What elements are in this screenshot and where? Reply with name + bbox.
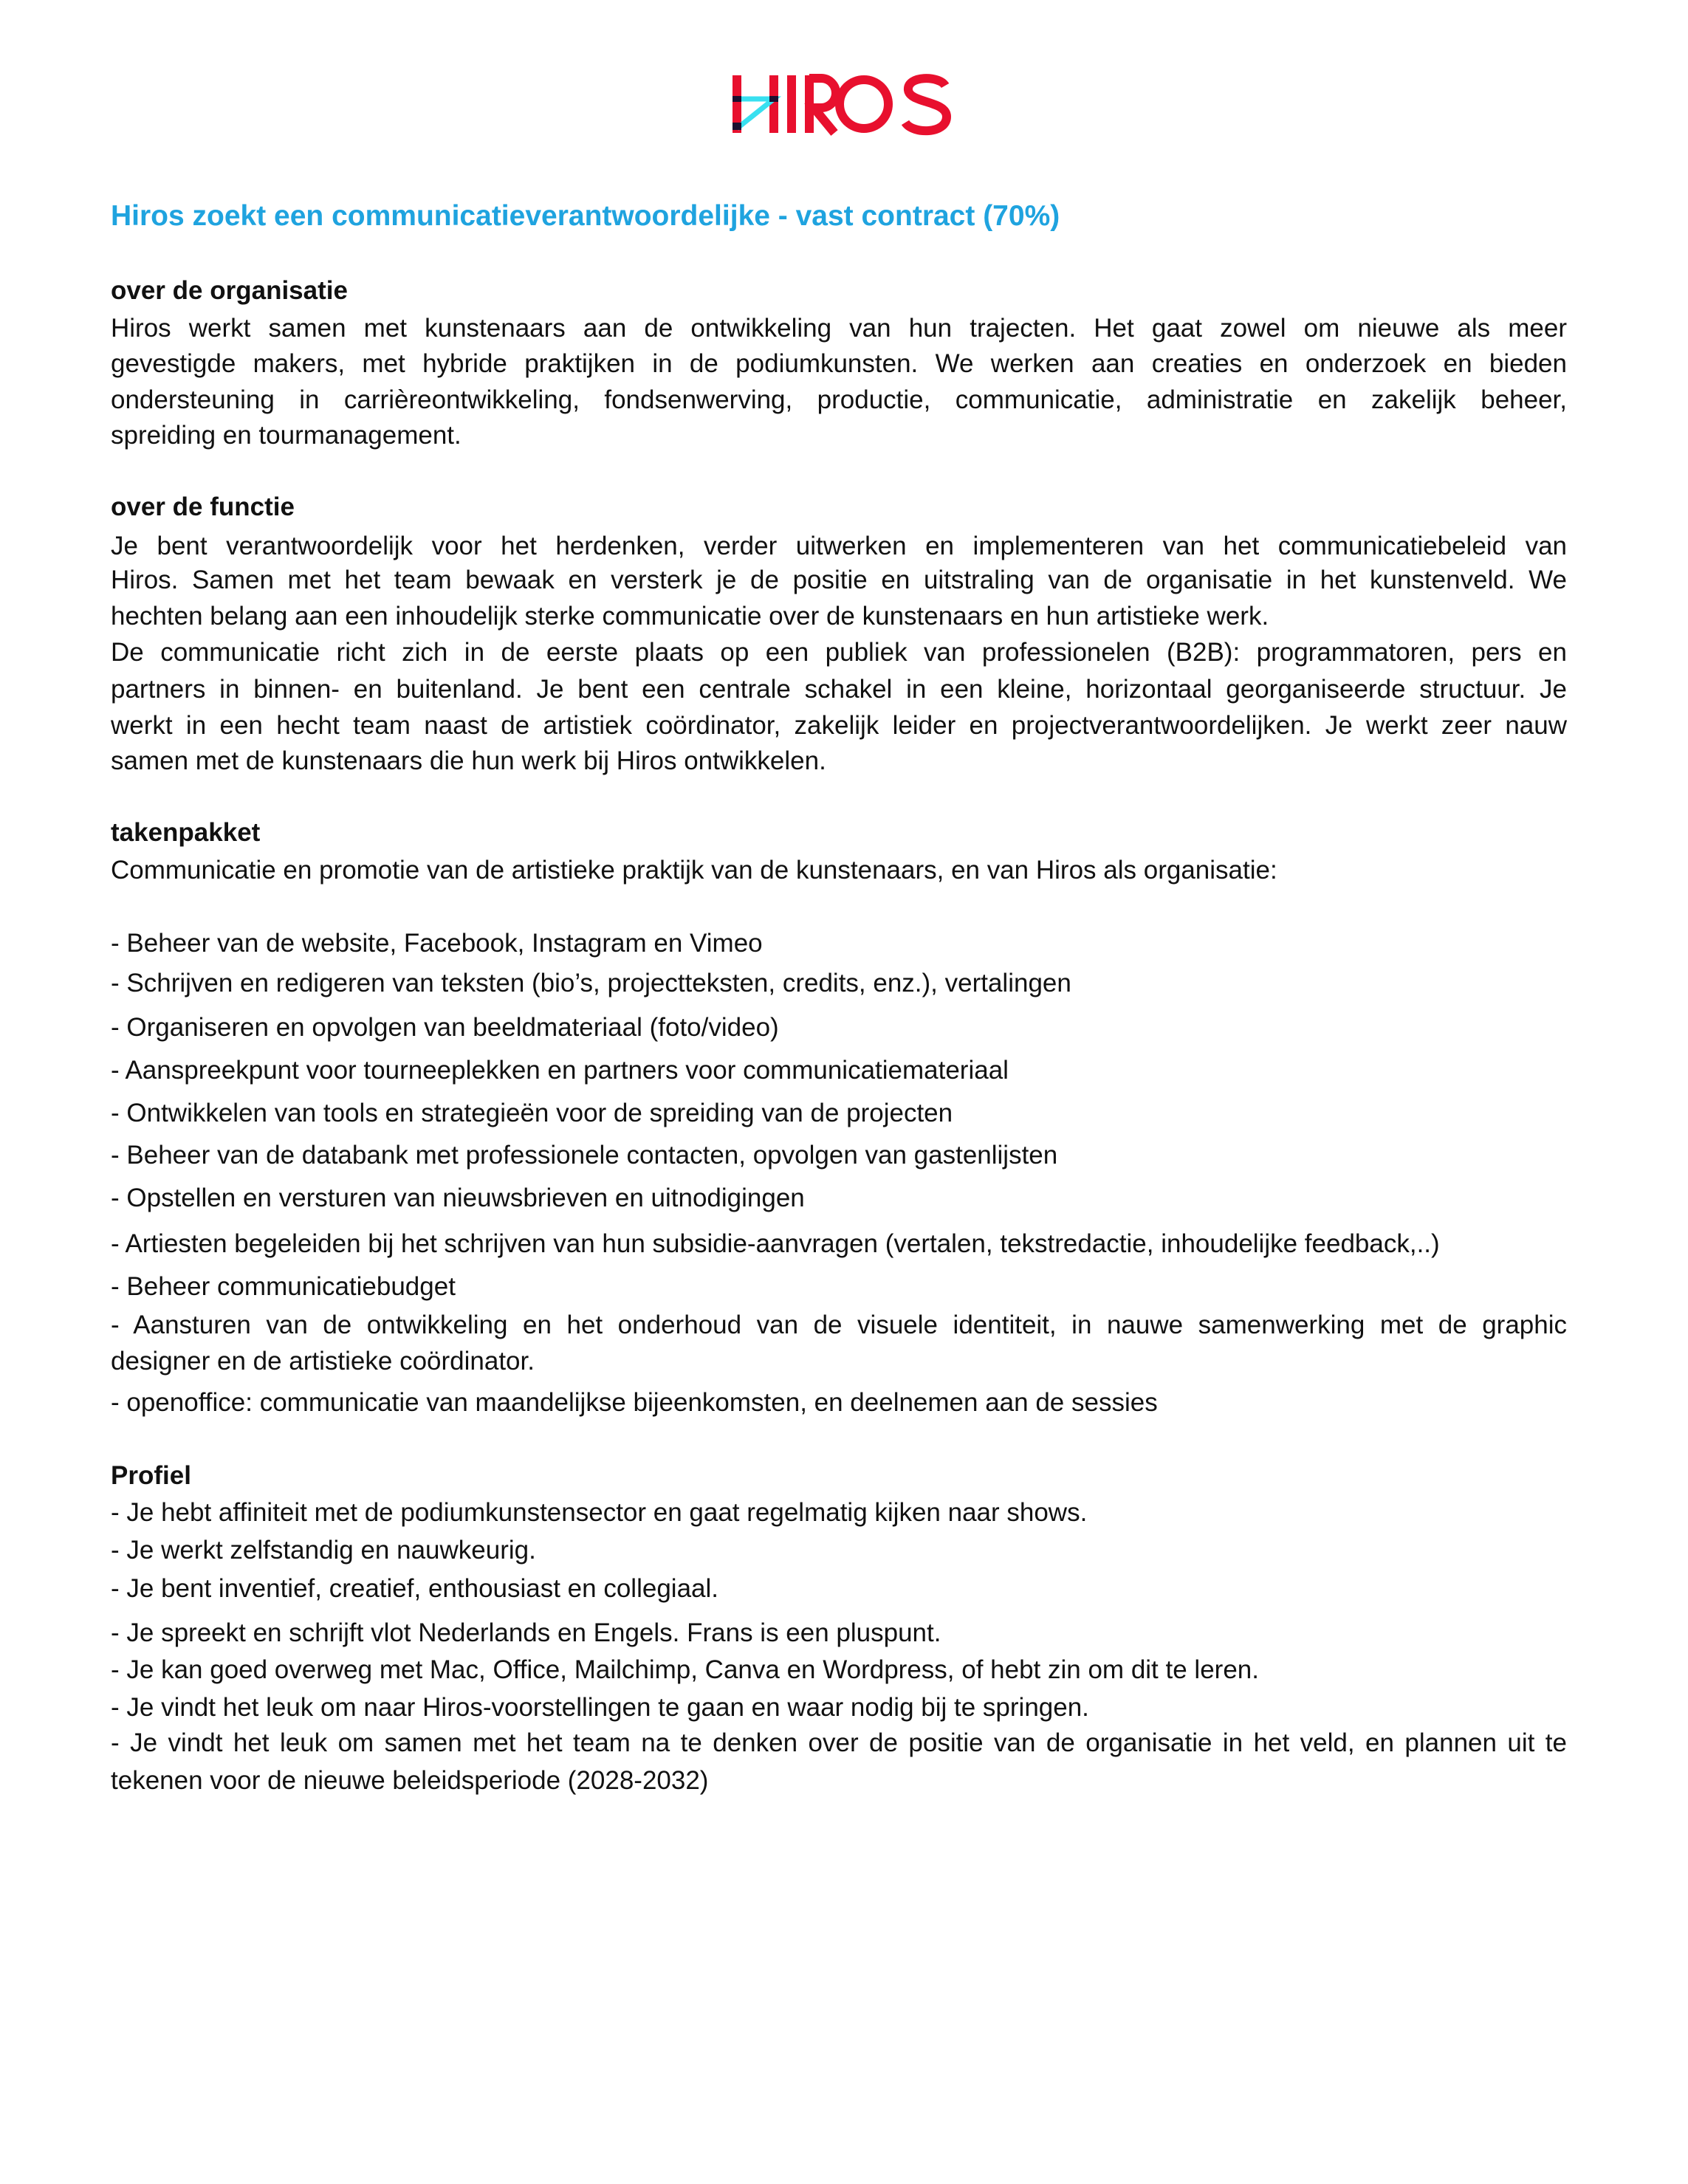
list-item: - Je vindt het leuk om samen met het team na te denken over de positie van de organisatie in het veld, en plannen uit te (111, 1728, 1567, 1757)
list-item: - Je spreekt en schrijft vlot Nederlands en Engels. Frans is een pluspunt. (111, 1618, 941, 1647)
paragraph-line: samen met de kunstenaars die hun werk bij Hiros ontwikkelen. (111, 746, 826, 775)
paragraph-line: gevestigde makers, met hybride praktijken in de podiumkunsten. We werken aan creaties en onderzoek en bieden (111, 349, 1567, 378)
list-item: - Artiesten begeleiden bij het schrijven van hun subsidie-aanvragen (vertalen, tekstredactie, inhoudelijke feedback,..) (111, 1229, 1440, 1258)
list-item: - Beheer van de databank met professionele contacten, opvolgen van gastenlijsten (111, 1141, 1058, 1170)
paragraph-line: spreiding en tourmanagement. (111, 421, 462, 450)
paragraph-line: De communicatie richt zich in de eerste plaats op een publiek van professionelen (B2B): programmatoren, pers en (111, 638, 1567, 667)
list-item: - Beheer communicatiebudget (111, 1272, 456, 1301)
paragraph-line: ondersteuning in carrièreontwikkeling, fondsenwerving, productie, communicatie, administratie en zakelijk beheer, (111, 385, 1567, 414)
list-item: - Aanspreekpunt voor tourneeplekken en partners voor communicatiemateriaal (111, 1056, 1009, 1085)
paragraph-line: Hiros werkt samen met kunstenaars aan de ontwikkeling van hun trajecten. Het gaat zowel om nieuwe als meer (111, 314, 1567, 343)
paragraph-line: Hiros. Samen met het team bewaak en versterk je de positie en uitstraling van de organisatie in het kunstenveld. We (111, 566, 1567, 594)
paragraph-line: partners in binnen- en buitenland. Je bent een centrale schakel in een kleine, horizontaal georganiseerde structuur. Je (111, 675, 1567, 704)
list-item: - Opstellen en versturen van nieuwsbrieven en uitnodigingen (111, 1184, 805, 1212)
list-item: - Je vindt het leuk om naar Hiros-voorstellingen te gaan en waar nodig bij te springen. (111, 1693, 1089, 1722)
page-title: Hiros zoekt een communicatieverantwoordelijke - vast contract (70%) (111, 200, 1060, 232)
list-item-continued: designer en de artistieke coördinator. (111, 1347, 535, 1376)
section-heading-organisatie: over de organisatie (111, 276, 348, 305)
hiros-logo (731, 71, 953, 137)
list-item: - Je werkt zelfstandig en nauwkeurig. (111, 1536, 536, 1565)
list-item-continued: tekenen voor de nieuwe beleidsperiode (2028-2032) (111, 1766, 709, 1795)
section-heading-takenpakket: takenpakket (111, 818, 261, 847)
paragraph-line: werkt in een hecht team naast de artistiek coördinator, zakelijk leider en projectverantwoordelijken. Je werkt zeer nauw (111, 711, 1567, 740)
list-item: - Je kan goed overweg met Mac, Office, Mailchimp, Canva en Wordpress, of hebt zin om dit te leren. (111, 1655, 1259, 1684)
list-item: - Aansturen van de ontwikkeling en het onderhoud van de visuele identiteit, in nauwe samenwerking met de graphic (111, 1311, 1567, 1339)
list-item: - Ontwikkelen van tools en strategieën voor de spreiding van de projecten (111, 1099, 953, 1127)
list-item: - Je bent inventief, creatief, enthousiast en collegiaal. (111, 1574, 718, 1603)
list-item: - Beheer van de website, Facebook, Instagram en Vimeo (111, 929, 763, 958)
section-heading-profiel: Profiel (111, 1461, 191, 1490)
list-item: - openoffice: communicatie van maandelijkse bijeenkomsten, en deelnemen aan de sessies (111, 1388, 1158, 1417)
list-item: - Organiseren en opvolgen van beeldmateriaal (foto/video) (111, 1013, 779, 1042)
hiros-logo-icon (731, 71, 953, 137)
list-item: - Je hebt affiniteit met de podiumkunstensector en gaat regelmatig kijken naar shows. (111, 1498, 1088, 1527)
paragraph-line: hechten belang aan een inhoudelijk sterke communicatie over de kunstenaars en hun artistieke werk. (111, 602, 1269, 631)
list-item: - Schrijven en redigeren van teksten (bio’s, projectteksten, credits, enz.), vertalingen (111, 969, 1071, 997)
paragraph-line: Je bent verantwoordelijk voor het herdenken, verder uitwerken en implementeren van het communicatiebeleid van (111, 532, 1567, 560)
takenpakket-intro: Communicatie en promotie van de artistieke praktijk van de kunstenaars, en van Hiros als organisatie: (111, 856, 1277, 885)
section-heading-functie: over de functie (111, 492, 295, 521)
